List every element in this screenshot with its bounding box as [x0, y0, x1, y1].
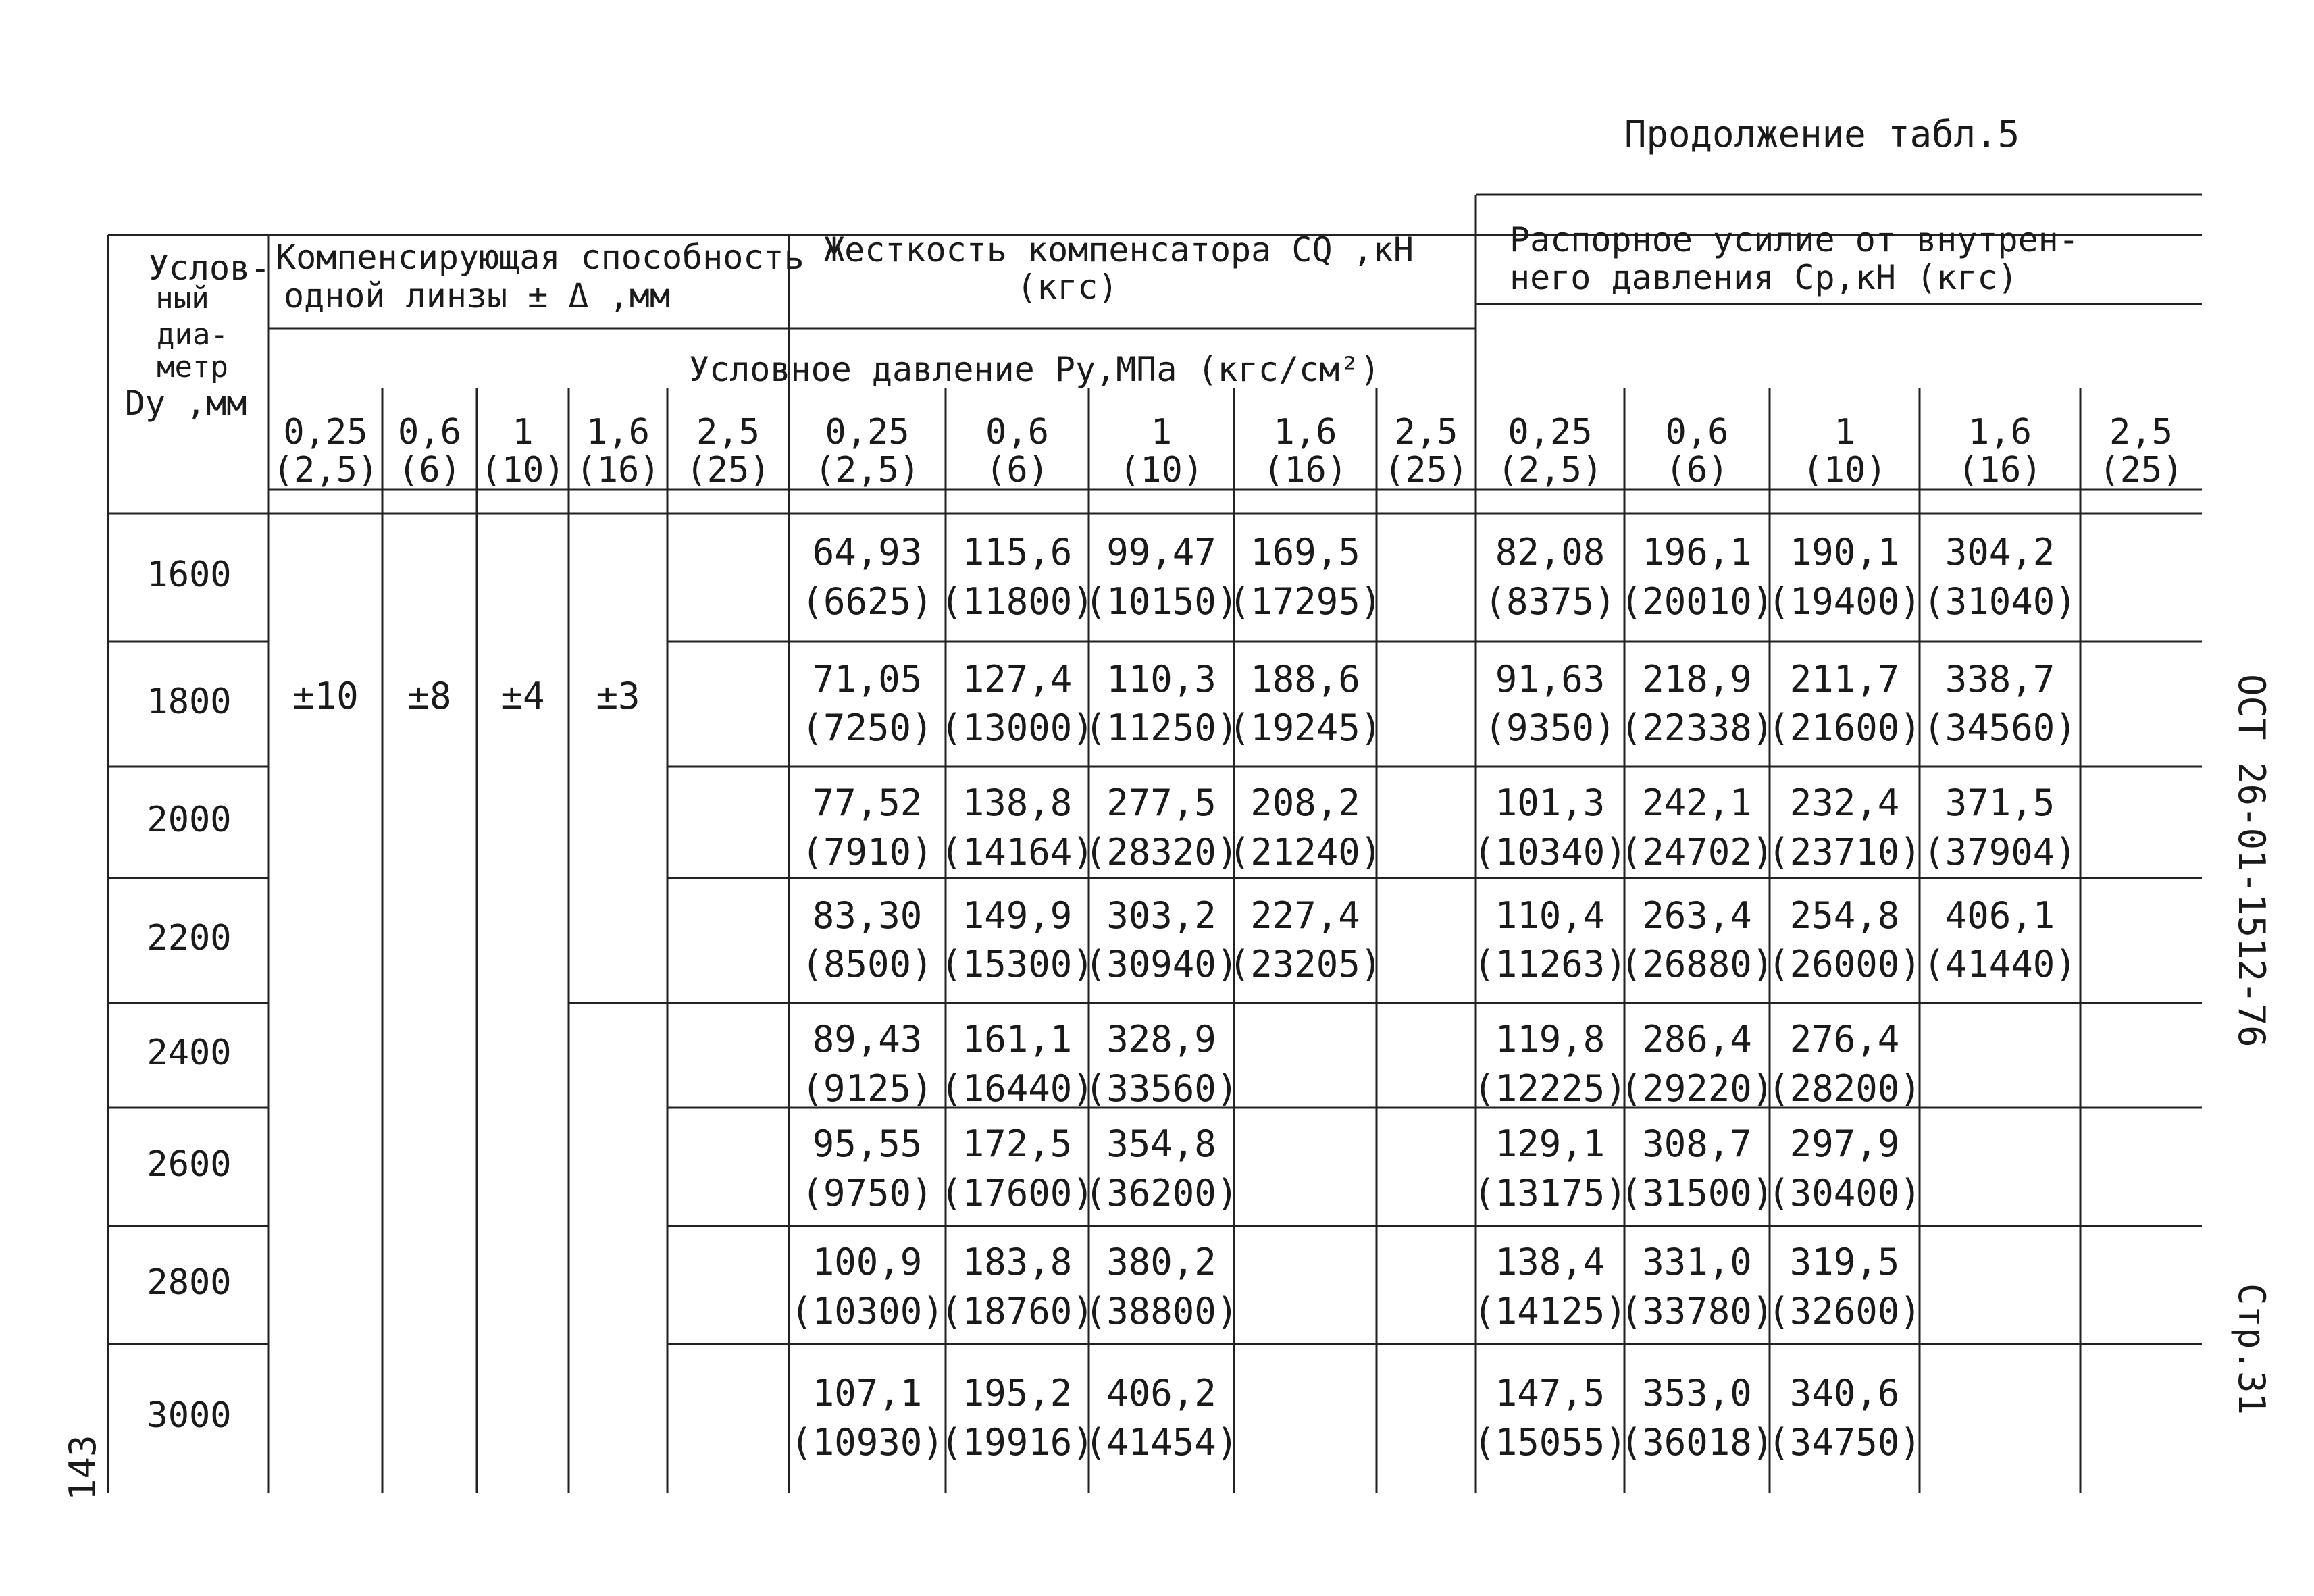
stiffness-value: 172,5 (17600) — [940, 1123, 1094, 1214]
stiffness-value: 149,9 (15300) — [940, 894, 1094, 986]
compensating-header-1: Компенсирующая способность — [276, 238, 804, 277]
stiffness-value: 188,6 (19245) — [1228, 657, 1383, 750]
thrust-value: 82,08 (8375) — [1484, 531, 1616, 623]
diameter-value: 1600 — [147, 555, 232, 595]
thrust-value: 263,4 (26880) — [1620, 894, 1774, 986]
stiffness-value: 303,2 (30940) — [1084, 894, 1239, 986]
pressure-column-comp-3: 1,6 (16) — [575, 412, 661, 491]
stiffness-value: 354,8 (36200) — [1084, 1123, 1239, 1214]
diameter-header-4: метр — [157, 350, 228, 384]
side-code: ОСТ 26-01-1512-76 — [2230, 674, 2273, 1048]
stiffness-value: 64,93 (6625) — [801, 531, 933, 623]
thrust-value: 254,8 (26000) — [1768, 894, 1922, 986]
compensation-value: ±3 — [596, 675, 640, 717]
pressure-column-thrust-4: 2,5 (25) — [2099, 412, 2184, 491]
stiffness-value: 227,4 (23205) — [1228, 894, 1383, 986]
compensation-value: ±10 — [292, 675, 359, 717]
thrust-value: 211,7 (21600) — [1768, 657, 1922, 750]
diameter-value: 2000 — [147, 799, 232, 840]
thrust-value: 129,1 (13175) — [1473, 1123, 1627, 1214]
stiffness-value: 83,30 (8500) — [801, 894, 933, 986]
thrust-header-2: него давления Cp,кН (кгс) — [1510, 258, 2018, 297]
stiffness-value: 99,47 (10150) — [1084, 531, 1239, 623]
thrust-value: 147,5 (15055) — [1473, 1372, 1627, 1464]
stiffness-value: 195,2 (19916) — [940, 1372, 1094, 1464]
stiffness-value: 328,9 (33560) — [1084, 1018, 1239, 1110]
page-number: 143 — [61, 1435, 104, 1501]
thrust-value: 371,5 (37904) — [1923, 781, 2077, 873]
diameter-header-1: Услов- — [148, 249, 271, 288]
diameter-value: 3000 — [147, 1395, 232, 1436]
diameter-value: 1800 — [147, 681, 232, 722]
compensation-value: ±8 — [407, 675, 452, 717]
pressure-column-comp-4: 2,5 (25) — [686, 412, 771, 491]
stiffness-value: 161,1 (16440) — [940, 1018, 1094, 1110]
thrust-value: 353,0 (36018) — [1620, 1372, 1774, 1464]
stiffness-value: 208,2 (21240) — [1228, 781, 1383, 873]
pressure-column-stiff-0: 0,25 (2,5) — [814, 412, 921, 491]
thrust-value: 331,0 (33780) — [1620, 1241, 1774, 1333]
diameter-value: 2200 — [147, 917, 232, 958]
side-page: Стр.31 — [2230, 1283, 2273, 1416]
stiffness-value: 406,2 (41454) — [1084, 1372, 1239, 1464]
thrust-value: 297,9 (30400) — [1768, 1123, 1922, 1214]
diameter-header-2: ный — [155, 281, 209, 315]
pressure-column-thrust-2: 1 (10) — [1802, 412, 1887, 491]
diameter-header-3: диа- — [157, 317, 228, 352]
thrust-value: 232,4 (23710) — [1768, 781, 1922, 873]
thrust-value: 340,6 (34750) — [1768, 1372, 1922, 1464]
thrust-value: 91,63 (9350) — [1484, 657, 1616, 750]
stiffness-value: 115,6 (11800) — [940, 531, 1094, 623]
thrust-value: 196,1 (20010) — [1620, 531, 1774, 623]
thrust-value: 190,1 (19400) — [1768, 531, 1922, 623]
thrust-value: 338,7 (34560) — [1923, 657, 2077, 750]
pressure-column-thrust-3: 1,6 (16) — [1957, 412, 2042, 491]
stiffness-value: 183,8 (18760) — [940, 1241, 1094, 1333]
stiffness-value: 110,3 (11250) — [1084, 657, 1239, 750]
pressure-column-comp-2: 1 (10) — [480, 412, 565, 491]
stiffness-value: 138,8 (14164) — [940, 781, 1094, 873]
pressure-column-comp-0: 0,25 (2,5) — [272, 412, 379, 491]
stiffness-value: 127,4 (13000) — [940, 657, 1094, 750]
stiffness-value: 77,52 (7910) — [801, 781, 933, 873]
compensation-value: ±4 — [500, 675, 545, 717]
pressure-column-stiff-3: 1,6 (16) — [1262, 412, 1348, 491]
stiffness-value: 89,43 (9125) — [801, 1018, 933, 1110]
thrust-value: 308,7 (31500) — [1620, 1123, 1774, 1214]
stiffness-value: 277,5 (28320) — [1084, 781, 1239, 873]
compensating-header-2: одной линзы ± Δ ,мм — [284, 276, 670, 315]
stiffness-value: 107,1 (10930) — [790, 1372, 944, 1464]
diameter-value: 2600 — [147, 1143, 232, 1185]
continuation-title: Продолжение табл.5 — [1624, 113, 2020, 155]
pressure-column-thrust-0: 0,25 (2,5) — [1497, 412, 1603, 491]
pressure-column-stiff-4: 2,5 (25) — [1383, 412, 1469, 491]
pressure-column-stiff-1: 0,6 (6) — [985, 412, 1049, 491]
thrust-header-1: Распорное усилие от внутрен- — [1510, 220, 2079, 259]
pressure-header: Условное давление Pу,МПа (кгс/см²) — [689, 350, 1381, 389]
stiffness-value: 95,55 (9750) — [801, 1123, 933, 1214]
pressure-column-comp-1: 0,6 (6) — [398, 412, 461, 491]
diameter-header-5: Dу ,мм — [124, 384, 247, 423]
thrust-value: 406,1 (41440) — [1923, 894, 2077, 986]
thrust-value: 242,1 (24702) — [1620, 781, 1774, 873]
thrust-value: 101,3 (10340) — [1473, 781, 1627, 873]
stiffness-value: 169,5 (17295) — [1228, 531, 1383, 623]
thrust-value: 138,4 (14125) — [1473, 1241, 1627, 1333]
diameter-value: 2800 — [147, 1262, 232, 1303]
thrust-value: 319,5 (32600) — [1768, 1241, 1922, 1333]
thrust-value: 119,8 (12225) — [1473, 1018, 1627, 1110]
stiffness-value: 380,2 (38800) — [1084, 1241, 1239, 1333]
thrust-value: 218,9 (22338) — [1620, 657, 1774, 750]
thrust-value: 304,2 (31040) — [1923, 531, 2077, 623]
pressure-column-stiff-2: 1 (10) — [1119, 412, 1204, 491]
stiffness-header-1: Жесткость компенсатора CQ ,кН — [824, 230, 1414, 269]
thrust-value: 286,4 (29220) — [1620, 1018, 1774, 1110]
thrust-value: 276,4 (28200) — [1768, 1018, 1922, 1110]
stiffness-value: 100,9 (10300) — [790, 1241, 944, 1333]
thrust-value: 110,4 (11263) — [1473, 894, 1627, 986]
diameter-value: 2400 — [147, 1032, 232, 1073]
stiffness-value: 71,05 (7250) — [801, 657, 933, 750]
stiffness-header-2: (кгс) — [1017, 267, 1119, 307]
pressure-column-thrust-1: 0,6 (6) — [1665, 412, 1729, 491]
